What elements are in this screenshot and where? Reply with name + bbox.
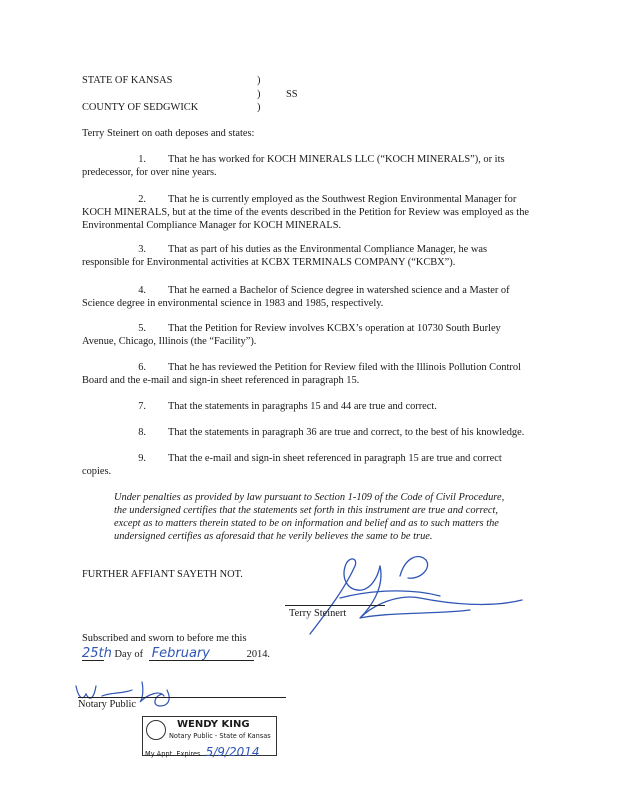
stamp-expires-label: My Appt. Expires bbox=[145, 750, 201, 758]
paragraph-9 bbox=[82, 452, 532, 478]
jurat-day-label: Day of bbox=[114, 649, 144, 660]
paragraph-number: 1. bbox=[138, 154, 146, 165]
paragraph-text: That the e-mail and sign-in sheet referenced in paragraph 15 are true and correct copies. bbox=[82, 453, 502, 477]
caption-paren: ) bbox=[257, 89, 261, 100]
paragraph-text: That he earned a Bachelor of Science degree in watershed science and a Master of Science degree in environmental science in 1983 and 1985, respectively. bbox=[82, 285, 510, 309]
paragraph-1 bbox=[82, 153, 532, 179]
paragraph-text: That the Petition for Review involves KCBX’s operation at 10730 South Burley Avenue, Chicago, Illinois (the “Facility”). bbox=[82, 323, 501, 347]
caption-state: STATE OF KANSAS bbox=[82, 75, 173, 86]
paragraph-text: That as part of his duties as the Environmental Compliance Manager, he was responsible for Environmental activities at KCBX TERMINALS COMPANY (“KCBX”). bbox=[82, 244, 488, 268]
certification-text: Under penalties as provided by law pursuant to Section 1-109 of the Code of Civil Procedure, the undersigned certifies that the statements set forth in this instrument are true and correct, except as to matters therein stated to be on information and belief and as to such matters the undersigned certifies as aforesaid that he verily believes the same to be true. bbox=[114, 492, 505, 542]
caption-county: COUNTY OF SEDGWICK bbox=[82, 102, 199, 113]
stamp-seal-icon bbox=[146, 720, 166, 740]
paragraph-2 bbox=[82, 193, 532, 232]
caption-ss: SS bbox=[286, 89, 298, 100]
paragraph-number: 4. bbox=[138, 285, 146, 296]
paragraph-3 bbox=[82, 243, 532, 269]
paragraph-number: 7. bbox=[138, 401, 146, 412]
affiant-signature bbox=[300, 548, 530, 640]
jurat-day: 25th bbox=[82, 646, 112, 661]
paragraph-number: 6. bbox=[138, 362, 146, 373]
day-line bbox=[82, 660, 104, 661]
paragraph-text: That he is currently employed as the Southwest Region Environmental Manager for KOCH MINERALS, but at the time of the events described in the Petition for Review was employed as the Environmental Compliance Manager for KOCH MINERALS. bbox=[82, 194, 529, 231]
paragraph-text: That the statements in paragraph 36 are true and correct, to the best of his knowledge. bbox=[168, 427, 525, 438]
jurat-line1: Subscribed and sworn to before me this bbox=[82, 633, 247, 644]
paragraph-number: 5. bbox=[138, 323, 146, 334]
paragraph-4 bbox=[82, 284, 532, 310]
jurat-month: February bbox=[151, 646, 211, 661]
signer-name: Terry Steinert bbox=[289, 608, 347, 619]
paragraph-text: That he has reviewed the Petition for Review filed with the Illinois Pollution Control Board and the e-mail and sign-in sheet referenced in paragraph 15. bbox=[82, 362, 521, 386]
paragraph-8 bbox=[82, 426, 532, 439]
further-affiant: FURTHER AFFIANT SAYETH NOT. bbox=[82, 569, 243, 580]
paragraph-7 bbox=[82, 400, 532, 413]
stamp-name: WENDY KING bbox=[177, 719, 250, 730]
paragraph-text: That he has worked for KOCH MINERALS LLC (“KOCH MINERALS”), or its predecessor, for over nine years. bbox=[82, 154, 505, 178]
intro-text: Terry Steinert on oath deposes and states: bbox=[82, 128, 255, 139]
paragraph-number: 9. bbox=[138, 453, 146, 464]
caption-paren: ) bbox=[257, 75, 261, 86]
caption-paren: ) bbox=[257, 102, 261, 113]
paragraph-number: 3. bbox=[138, 244, 146, 255]
paragraph-number: 2. bbox=[138, 194, 146, 205]
notary-label: Notary Public bbox=[78, 699, 137, 710]
signature-line bbox=[285, 605, 385, 606]
jurat-line2 bbox=[82, 647, 270, 661]
jurat-year: 2014. bbox=[246, 649, 271, 660]
paragraph-text: That the statements in paragraphs 15 and 44 are true and correct. bbox=[168, 401, 437, 412]
paragraph-5 bbox=[82, 322, 532, 348]
stamp-expires-value: 5/9/2014 bbox=[205, 745, 260, 759]
stamp-title: Notary Public - State of Kansas bbox=[169, 732, 271, 740]
paragraph-number: 8. bbox=[138, 427, 146, 438]
paragraph-6 bbox=[82, 361, 532, 387]
month-line bbox=[149, 660, 254, 661]
notary-stamp bbox=[142, 716, 277, 759]
